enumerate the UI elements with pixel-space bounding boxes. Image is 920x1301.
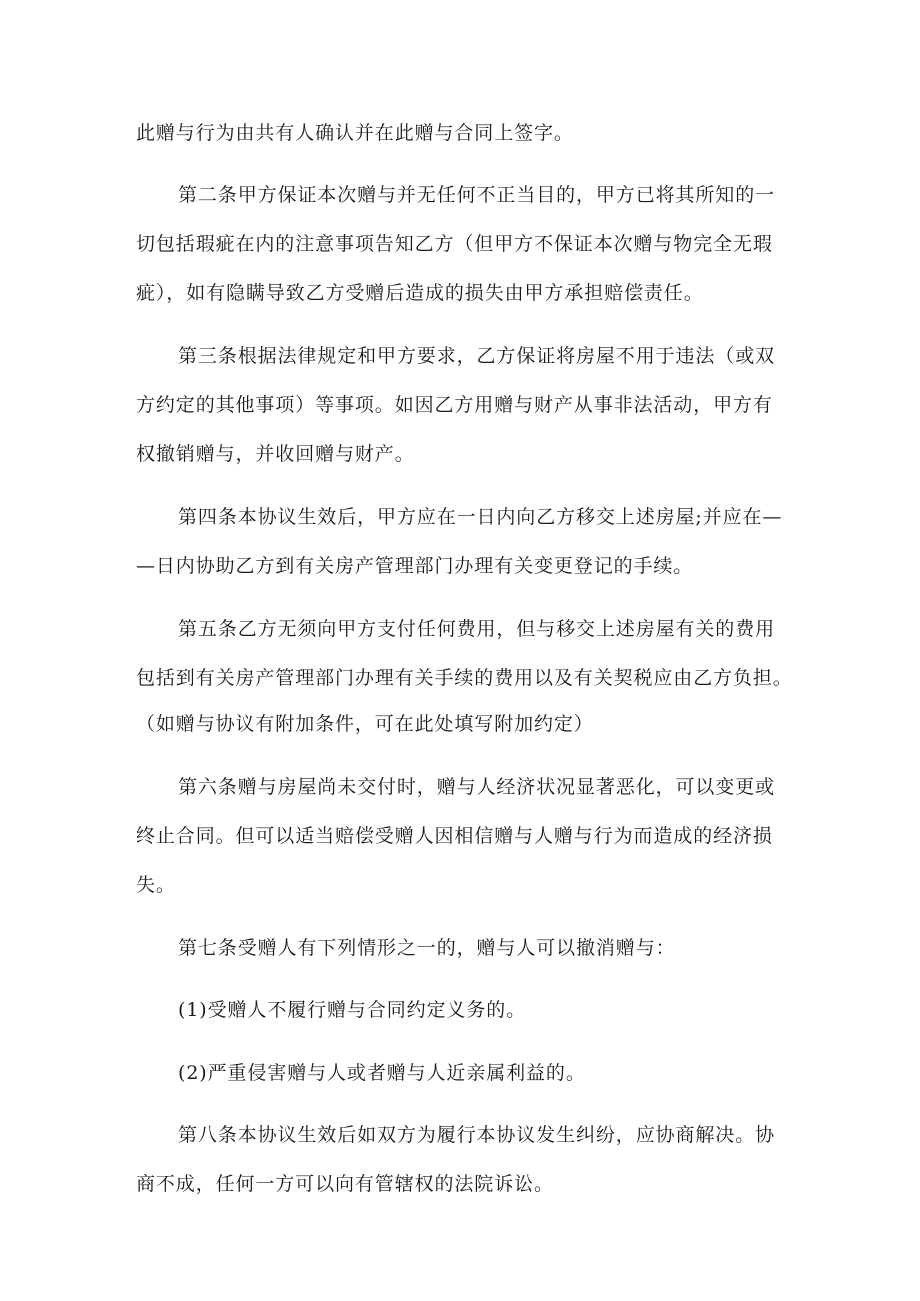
text-line: —日内协助乙方到有关房产管理部门办理有关变更登记的手续。 [136, 555, 694, 577]
text-line: 疵），如有隐瞒导致乙方受赠后造成的损失由甲方承担赔偿责任。 [136, 282, 704, 304]
text-line: (1)受赠人不履行赠与合同约定义务的。 [178, 999, 527, 1021]
text-line: 第二条甲方保证本次赠与并无任何不正当目的，甲方已将其所知的一 [178, 184, 776, 206]
text-line: 方约定的其他事项）等事项。如因乙方用赠与财产从事非法活动，甲方有 [136, 394, 773, 416]
text-line: 失。 [136, 874, 176, 896]
text-line: (2)严重侵害赠与人或者赠与人近亲属利益的。 [178, 1062, 586, 1084]
text-line: 权撤销赠与，并收回赠与财产。 [136, 443, 415, 465]
text-line: 切包括瑕疵在内的注意事项告知乙方（但甲方不保证本次赠与物完全无瑕 [136, 233, 773, 255]
text-line: 第六条赠与房屋尚未交付时，赠与人经济状况显著恶化，可以变更或 [178, 776, 776, 798]
text-line: 商不成，任何一方可以向有管辖权的法院诉讼。 [136, 1173, 554, 1195]
text-line: 第三条根据法律规定和甲方要求，乙方保证将房屋不用于违法（或双 [178, 345, 776, 367]
text-line: 第八条本协议生效后如双方为履行本协议发生纠纷，应协商解决。协 [178, 1124, 776, 1146]
text-line: 第五条乙方无须向甲方支付任何费用，但与移交上述房屋有关的费用 [178, 618, 776, 640]
text-line: 终止合同。但可以适当赔偿受赠人因相信赠与人赠与行为而造成的经济损 [136, 825, 773, 847]
text-line: 第七条受赠人有下列情形之一的，赠与人可以撤消赠与： [178, 937, 676, 959]
text-line: 第四条本协议生效后，甲方应在一日内向乙方移交上述房屋;并应在— [178, 506, 783, 528]
text-line: 此赠与行为由共有人确认并在此赠与合同上签字。 [136, 122, 574, 144]
text-line: 包括到有关房产管理部门办理有关手续的费用以及有关契税应由乙方负担。 [136, 667, 793, 689]
text-line: （如赠与协议有附加条件，可在此处填写附加约定） [136, 713, 594, 735]
